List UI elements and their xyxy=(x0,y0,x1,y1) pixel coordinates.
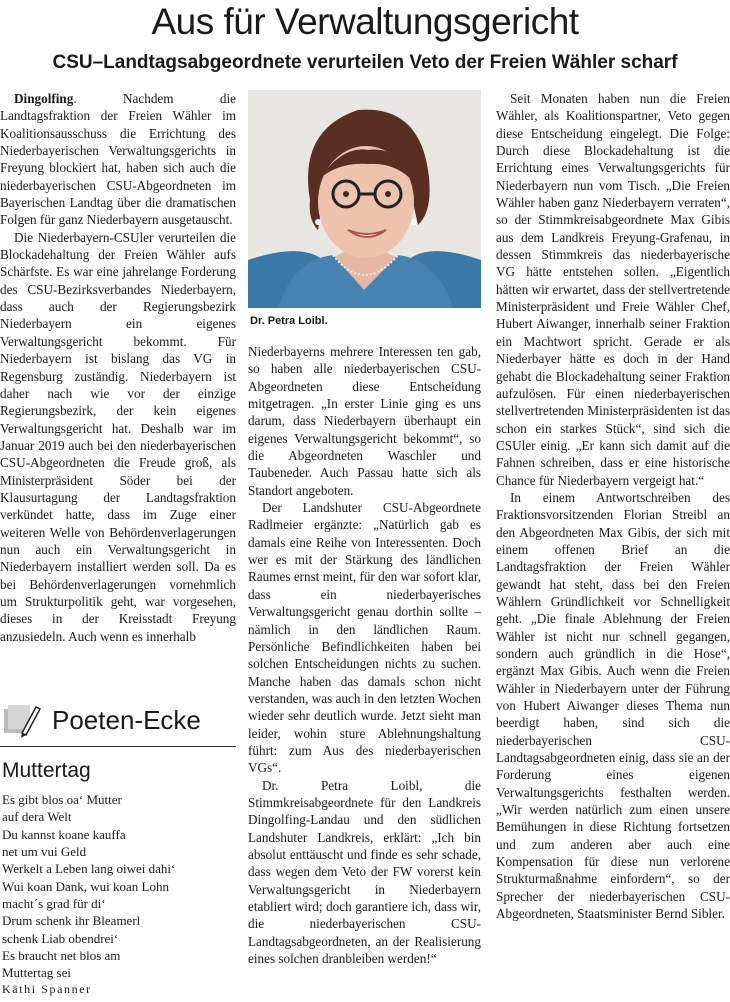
article-column-3 xyxy=(496,90,730,923)
photo-caption: Dr. Petra Loibl. xyxy=(250,315,328,327)
portrait-illustration xyxy=(248,90,481,308)
poem-line: Es braucht net blos am xyxy=(2,948,121,964)
poem-line: macht´s grad für di‘ xyxy=(2,896,106,912)
poem-line: Werkelt a Leben lang oiwei dahi‘ xyxy=(2,861,176,877)
poem-line: schenk Liab obendrei‘ xyxy=(2,930,119,946)
portrait-photo xyxy=(248,90,481,308)
dateline: Dingolfing xyxy=(14,91,74,106)
headline: Aus für Verwaltungsgericht xyxy=(151,1,579,42)
article-paragraph: Die Niederbayern-CSUler verurteilen die Blockadehaltung der Freien Wähler aufs Schärfste. Es war eine jahrelange Forderung des CSU-Bezirksverbandes Niederbayern, dass auch der Regierungsbezirk Niederbayern ein eigenes Verwaltungsgericht bekommt. Für Niederbayern ist bislang das VG in Regensburg zuständig. Niederbayern ist daher nach wie vor der einzige Regierungsbezirk, der kein eigenes Verwaltungsgericht hat. Deshalb war im Januar 2019 auch bei den niederbayerischen CSU-Abgeordneten die Freude groß, als Ministerpräsident Söder bei der Klausurtagung der Landtagsfraktion verkündet hatte, dass im Zuge einer weiteren Welle von Behördenverlagerungen nun auch ein Verwaltungsgericht in Niederbayern installiert werden soll. Da es bei Behördenverlagerungen vornehmlich um Strukturpolitik geht, war vorgesehen, dieses in der Kreisstadt Freyung anzusiedeln. Auch wenn es innerhalb xyxy=(0,229,236,644)
article-column-2 xyxy=(248,343,481,967)
article-paragraph xyxy=(0,90,236,229)
poem-line: Drum schenk ihr Bleamerl xyxy=(2,913,141,929)
poem-author: Käthi Spanner xyxy=(2,982,92,996)
poem-title: Muttertag xyxy=(2,759,91,782)
section-title: Poeten-Ecke xyxy=(52,705,201,735)
pencil-paper-icon xyxy=(2,703,46,739)
poem-line: Es gibt blos oa‘ Mutter xyxy=(2,792,122,807)
subheadline: CSU–Landtagsabgeordnete verurteilen Veto der Freien Wähler scharf xyxy=(52,52,678,73)
article-column-1 xyxy=(0,90,236,645)
poeten-ecke-header xyxy=(0,700,236,747)
poem-line: Du kannst koane kauffa xyxy=(2,826,126,842)
article-paragraph: In einem Antwortschreiben des Fraktionsvorsitzenden Florian Streibl an den Abgeordneten Max Gibis, der sich mit einem offenen Brief an die Landtagsfraktion der Freien Wähler gewandt hat steht, dass bei den Freien Wählern Gründlichkeit vor Schnelligkeit geht. „Die finale Ablehnung der Freien Wähler ist nicht nur schnell gegangen, sondern auch gründlich in die Hose“, ergänzt Max Gibis. Auch wenn die Freien Wähler in Niederbayern unter der Führung von Hubert Aiwanger dieses Thema nun beerdigt haben, sind sich die niederbayerischen CSU-Landtagsabgeordneten einig, dass sie an der Forderung eines eigenen Verwaltungsgerichts festhalten werden. „Wir werden natürlich zum einen unsere Bemühungen in diese Richtung fortsetzen und zum anderen aber auch eine Kompensation für diese nun verlorene Strukturmaßnahme einfordern“, so der Sprecher der niederbayerischen CSU-Abgeordneten, Staatsminister Bernd Sibler. xyxy=(496,489,730,922)
poem-line: auf dera Welt xyxy=(2,809,72,825)
paragraph-text: . Nachdem die Landtagsfraktion der Freien Wähler im Koalitionsausschuss die Errichtung des Niederbayerischen Verwaltungsgerichts in Freyung blockiert hat, haben sich auch die niederbayerischen CSU-Abgeordneten im Bayerischen Landtag über die dramatischen Folgen für ganz Niederbayern ausgetauscht. xyxy=(0,91,236,228)
poem-line: Muttertag sei xyxy=(2,965,71,981)
poem-line: net um vui Geld xyxy=(2,844,87,860)
poem-line: Wui koan Dank, wui koan Lohn xyxy=(2,878,170,894)
article-paragraph: Niederbayerns mehrere Interessen ten gab, so haben alle niederbayerischen CSU-Abgeordneten diese Entscheidung mitgetragen. „In erster Linie ging es uns darum, dass Niederbayern überhaupt ein eigenes Verwaltungsgericht bekommt“, so die Abgeordneten Waschler und Taubeneder. Auch Passau hatte sich als Standort angeboten. xyxy=(248,344,481,498)
article-paragraph: Dr. Petra Loibl, die Stimmkreisabgeordnete für den Landkreis Dingolfing-Landau und den südlichen Landshuter Landkreis, erklärt: „Ich bin absolut enttäuscht und finde es sehr schade, dass wegen dem Veto der FW vorerst kein Verwaltungsgericht in Niederbayern etabliert wird; doch garantiere ich, dass wir, die niederbayerischen CSU-Landtagsabgeordneten, an der Realisierung eines solchen dranbleiben werden!“ xyxy=(248,777,481,967)
article-paragraph: Seit Monaten haben nun die Freien Wähler, als Koalitionspartner, Veto gegen diese Entscheidung eingelegt. Die Folge: Durch diese Blockadehaltung ist die Errichtung eines Verwaltungsgerichts für Niederbayern nun vom Tisch. „Die Freien Wähler haben ganz Niederbayern verraten“, so der Stimmkreisabgeordnete Max Gibis aus dem Landkreis Freyung-Grafenau, in dessen Stimmkreis das niederbayerische VG hätte entstehen sollen. „Eigentlich hätten wir erwartet, dass der stellvertretende Ministerpräsident und Freie Wähler Chef, Hubert Aiwanger, innerhalb seiner Fraktion ein Machtwort spricht. Gerade er als Niederbayer hätte es doch in der Hand gehabt die Blockadehaltung seiner Fraktion aufzulösen. Für einen niederbayerischen stellvertretenden Ministerpräsidenten ist das schon ein starkes Stück“, sind sich die CSUler einig. „Er kann sich damit auf die Fahnen schreiben, dass er eine historische Chance für Niederbayern vergeigt hat.“ xyxy=(496,91,730,488)
article-paragraph: Der Landshuter CSU-Abgeordnete Radlmeier ergänzte: „Natürlich gab es damals eine Reihe von Interessenten. Doch wer es mit der Stärkung des ländlichen Raumes ernst meint, für den war sofort klar, dass ein niederbayerisches Verwaltungsgericht genau dorthin sollte – nämlich in den ländlichen Raum. Persönliche Befindlichkeiten haben bei solchen Entscheidungen nichts zu suchen. Manche haben das damals schon nicht verstanden, was auch in den letzten Wochen wieder sehr deutlich wurde. Jetzt sieht man leider, wohin sture Ablehnungshaltung führt: zum Aus des niederbayerischen VGs“. xyxy=(248,500,481,776)
poem xyxy=(2,791,175,982)
